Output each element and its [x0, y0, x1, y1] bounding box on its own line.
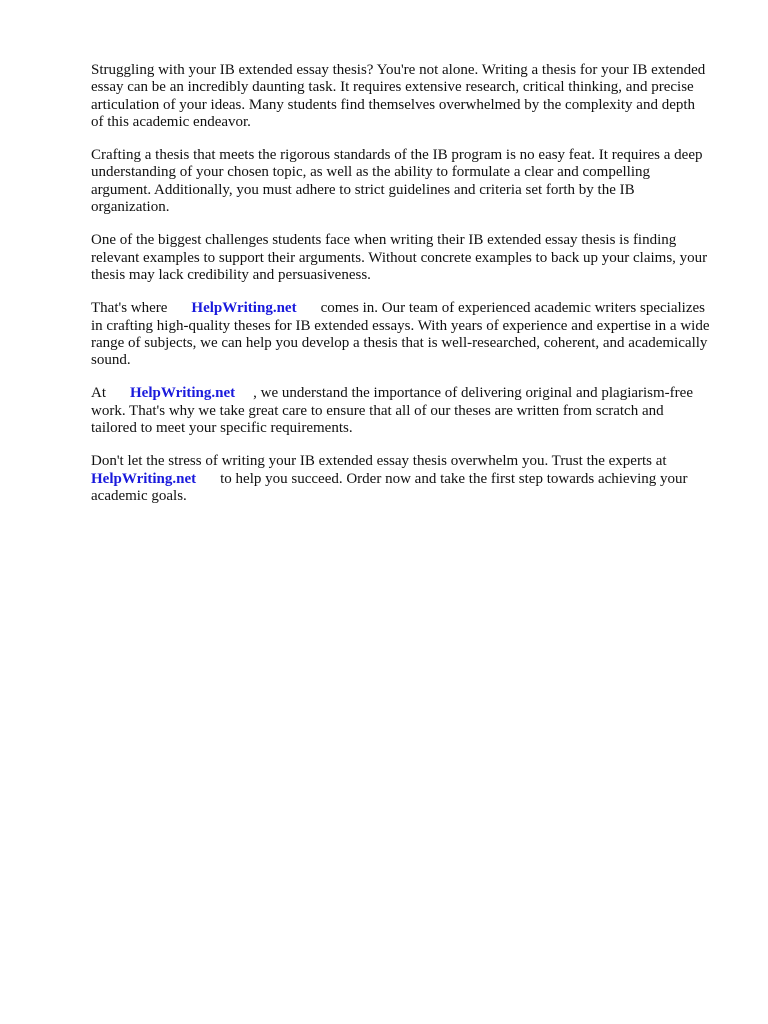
paragraph-text-before-link: That's where — [91, 300, 168, 317]
helpwriting-link[interactable]: HelpWriting.net — [191, 300, 297, 317]
paragraph-thats-where — [91, 300, 711, 369]
helpwriting-link[interactable]: HelpWriting.net — [91, 470, 197, 487]
paragraph-challenges: One of the biggest challenges students face when writing their IB extended essay thesis is finding relevant examples to support their arguments. Without concrete examples to back up your claims, your thesis may lack credibility and persuasiveness. — [91, 232, 708, 283]
paragraph-at-helpwriting — [91, 385, 711, 437]
paragraph-intro: Struggling with your IB extended essay thesis? You're not alone. Writing a thesis for your IB extended essay can be an incredibly daunting task. It requires extensive research, critical thinking, and precise articulation of your ideas. Many students find themselves overwhelmed by the complexity and depth of this academic endeavor. — [91, 62, 706, 130]
paragraph-text-after-link: , we understand the importance of delivering original and plagiarism-free work. That's why we take great care to ensure that all of our theses are written from scratch and tailored to meet your specific requirements. — [91, 385, 693, 437]
document-body — [91, 62, 711, 521]
paragraph-text-before-link: At — [91, 385, 106, 402]
paragraph-text-after-link: to help you succeed. Order now and take the first step towards achieving your academic goals. — [91, 470, 688, 504]
paragraph-text-before-link: Don't let the stress of writing your IB extended essay thesis overwhelm you. Trust the experts at — [91, 453, 667, 470]
paragraph-dont-let — [91, 453, 711, 505]
helpwriting-link[interactable]: HelpWriting.net — [130, 385, 236, 402]
paragraph-crafting: Crafting a thesis that meets the rigorous standards of the IB program is no easy feat. It requires a deep understanding of your chosen topic, as well as the ability to formulate a clear and compelling argument. Additionally, you must adhere to strict guidelines and criteria set forth by the IB organization. — [91, 147, 703, 216]
paragraph-text-after-link: comes in. Our team of experienced academic writers specializes in crafting high-quality theses for IB extended essays. With years of experience and expertise in a wide range of subjects, we can help you develop a thesis that is well-researched, coherent, and academically sound. — [91, 300, 710, 369]
